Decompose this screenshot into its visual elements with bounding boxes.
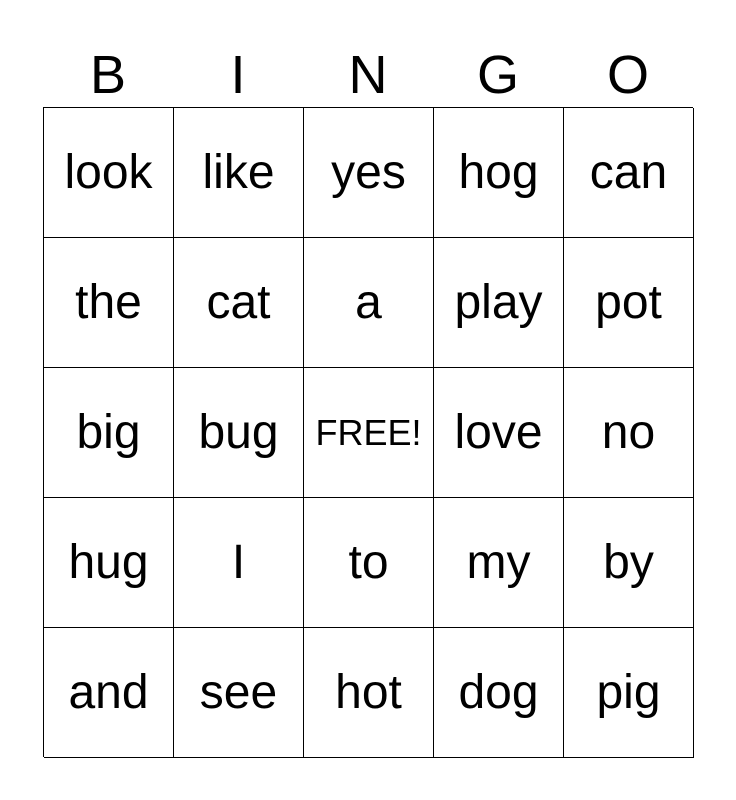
bingo-card [43, 107, 693, 757]
bingo-cell: my [434, 498, 564, 628]
free-space-cell: FREE! [304, 368, 434, 498]
header-letter-g: G [476, 45, 519, 105]
header-letter-n: N [348, 45, 388, 105]
bingo-cell: love [434, 368, 564, 498]
bingo-cell: cat [174, 238, 304, 368]
bingo-cell: a [304, 238, 434, 368]
header-letter-b: B [89, 45, 127, 105]
bingo-cell: look [44, 108, 174, 238]
bingo-cell: hot [304, 628, 434, 758]
bingo-cell: see [174, 628, 304, 758]
bingo-cell: yes [304, 108, 434, 238]
bingo-cell: like [174, 108, 304, 238]
bingo-cell: play [434, 238, 564, 368]
bingo-cell: I [174, 498, 304, 628]
bingo-cell: hug [44, 498, 174, 628]
bingo-cell: no [564, 368, 694, 498]
bingo-cell: bug [174, 368, 304, 498]
bingo-cell: dog [434, 628, 564, 758]
bingo-cell: to [304, 498, 434, 628]
bingo-header [43, 44, 693, 106]
header-letter-i: I [230, 45, 246, 105]
bingo-cell: hog [434, 108, 564, 238]
bingo-cell: big [44, 368, 174, 498]
bingo-cell: can [564, 108, 694, 238]
bingo-cell: pot [564, 238, 694, 368]
bingo-cell: and [44, 628, 174, 758]
bingo-cell: the [44, 238, 174, 368]
bingo-cell: by [564, 498, 694, 628]
header-letter-o: O [606, 45, 649, 105]
bingo-cell: pig [564, 628, 694, 758]
